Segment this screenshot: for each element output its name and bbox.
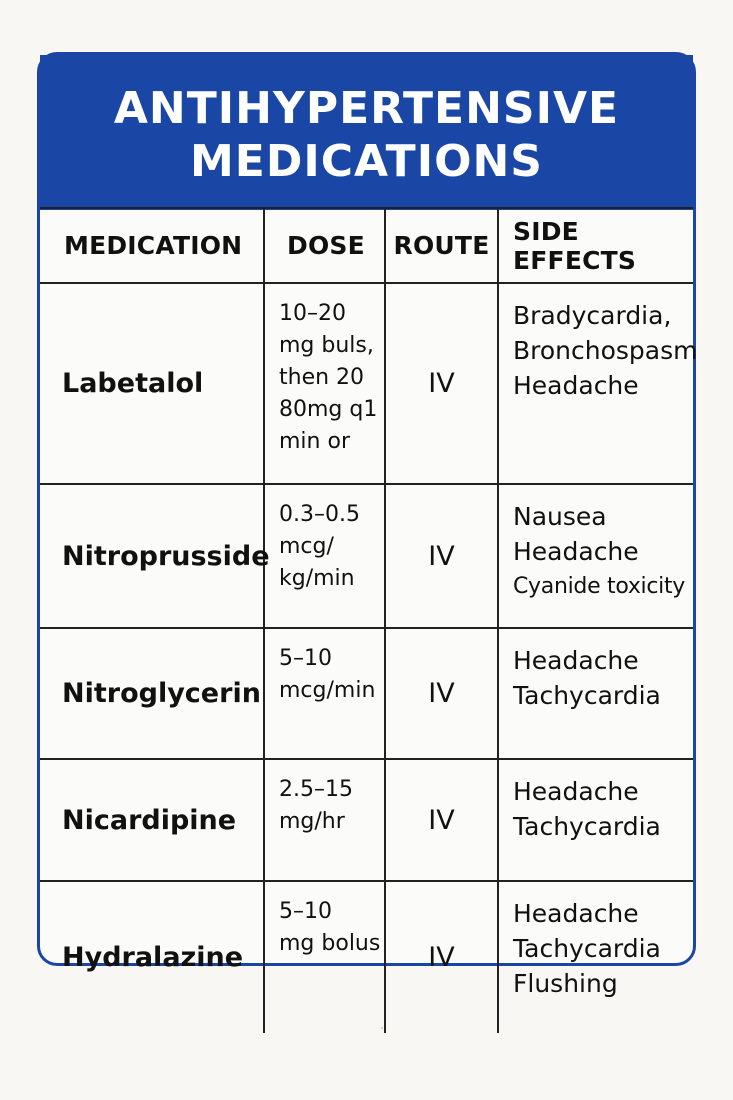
medication-name: Nicardipine xyxy=(40,759,264,881)
header-dose: DOSE xyxy=(264,208,385,283)
medication-card xyxy=(37,52,698,998)
side-effect-line: Headache xyxy=(513,371,639,400)
medication-name: Labetalol xyxy=(40,283,264,484)
side-effect-line: Headache xyxy=(513,899,639,928)
table-row xyxy=(40,881,693,1033)
dose-line: kg/min xyxy=(279,566,355,591)
side-effect-line: Headache xyxy=(513,646,639,675)
medication-name: Nitroglycerin xyxy=(40,628,264,759)
side-effect-line: Tachycardia xyxy=(513,681,661,710)
header-medication: MEDICATION xyxy=(40,208,264,283)
dose-cell xyxy=(264,484,385,628)
header-side-effects: SIDE EFFECTS xyxy=(498,208,693,283)
dose-cell xyxy=(264,283,385,484)
side-effect-line: Flushing xyxy=(513,969,618,998)
side-effect-line: Bronchospasm xyxy=(513,336,698,365)
title-line-1: ANTIHYPERTENSIVE xyxy=(113,83,620,134)
dose-cell xyxy=(264,881,385,1033)
side-effect-line: Tachycardia xyxy=(513,934,661,963)
table-header-row xyxy=(40,208,693,283)
stray-dot xyxy=(381,1027,383,1029)
dose-line: mcg/min xyxy=(279,678,376,703)
dose-line: then 20 xyxy=(279,365,365,390)
side-effect-line: Cyanide toxicity xyxy=(513,574,686,599)
side-effect-line: Headache xyxy=(513,537,639,566)
side-effects-cell xyxy=(498,759,693,881)
dose-cell xyxy=(264,759,385,881)
dose-line: 2.5–15 xyxy=(279,777,353,802)
medication-name: Nitroprusside xyxy=(40,484,264,628)
route-cell: IV xyxy=(385,484,498,628)
medications-table xyxy=(40,207,698,1033)
side-effect-line: Headache xyxy=(513,777,639,806)
dose-line: mg bolus xyxy=(279,931,381,956)
side-effect-line: Nausea xyxy=(513,502,607,531)
dose-line: mg buls, xyxy=(279,333,374,358)
side-effects-cell xyxy=(498,628,693,759)
route-cell: IV xyxy=(385,628,498,759)
dose-line: mcg/ xyxy=(279,534,334,559)
dose-line: 80mg q1 xyxy=(279,397,378,422)
dose-cell xyxy=(264,628,385,759)
side-effect-line: Tachycardia xyxy=(513,812,661,841)
side-effects-cell xyxy=(498,881,693,1033)
dose-line: min or xyxy=(279,429,350,454)
dose-line: mg/hr xyxy=(279,809,345,834)
title-line-2: MEDICATIONS xyxy=(190,136,543,187)
side-effect-line: Bradycardia, xyxy=(513,301,672,330)
title-banner xyxy=(40,55,693,210)
table-row xyxy=(40,759,693,881)
medication-name: Hydralazine xyxy=(40,881,264,1033)
table-row xyxy=(40,484,693,628)
route-cell: IV xyxy=(385,881,498,1033)
route-cell: IV xyxy=(385,283,498,484)
dose-line: 10–20 xyxy=(279,301,346,326)
table-row xyxy=(40,283,693,484)
table-row xyxy=(40,628,693,759)
header-route: ROUTE xyxy=(385,208,498,283)
side-effects-cell xyxy=(498,283,698,484)
dose-line: 0.3–0.5 xyxy=(279,502,360,527)
route-cell: IV xyxy=(385,759,498,881)
dose-line: 5–10 xyxy=(279,899,332,924)
dose-line: 5–10 xyxy=(279,646,332,671)
side-effects-cell xyxy=(498,484,693,628)
